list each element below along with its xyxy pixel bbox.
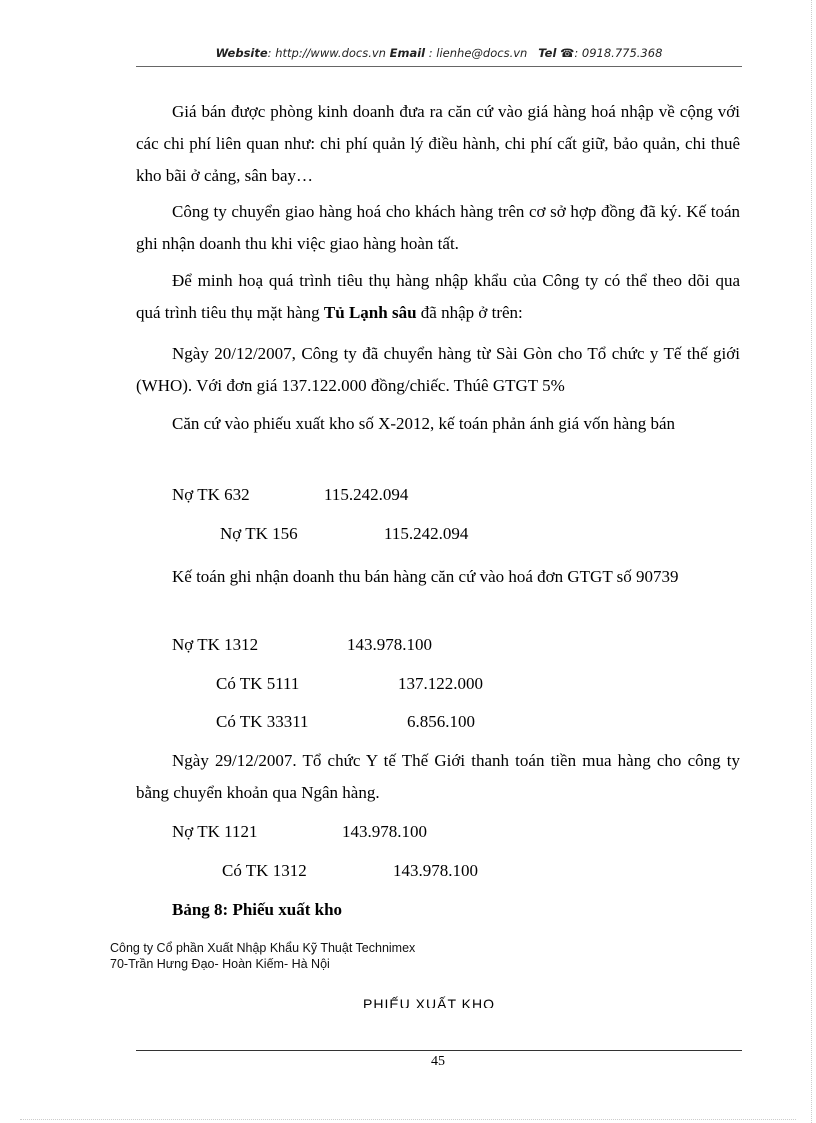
entry-6-label: Nợ TK 1121	[172, 822, 258, 841]
email-value[interactable]: : lienhe@docs.vn	[425, 46, 528, 60]
paragraph-5: Căn cứ vào phiếu xuất kho số X-2012, kế toán phản ánh giá vốn hàng bán	[172, 414, 676, 433]
entry-5-label: Có TK 33311	[216, 712, 309, 731]
table-caption: Bảng 8: Phiếu xuất kho	[172, 900, 343, 919]
company-name: Công ty Cổ phần Xuất Nhập Khẩu Kỹ Thuật Technimex	[110, 941, 416, 955]
telephone-icon: ☎	[560, 46, 575, 60]
tel-value: : 0918.775.368	[574, 46, 663, 60]
product-name: Tủ Lạnh sâu	[323, 303, 417, 322]
page-header	[136, 46, 742, 60]
entry-6-amount: 143.978.100	[342, 822, 427, 841]
page-bottom-border	[20, 1119, 796, 1120]
entry-2-label: Nợ TK 156	[220, 524, 298, 543]
paragraph-3	[136, 265, 740, 329]
paragraph-1: Giá bán được phòng kinh doanh đưa ra căn cứ vào giá hàng hoá nhập về cộng với các chi phí liên quan như: chi phí quản lý điều hành, chi phí cất giữ, bảo quản, chi thuê kho bãi ở cảng, sân bay…	[136, 102, 740, 185]
paragraph-6: Kế toán ghi nhận doanh thu bán hàng căn cứ vào hoá đơn GTGT số 90739	[172, 567, 679, 586]
paragraph-7: Ngày 29/12/2007. Tổ chức Y tế Thế Giới thanh toán tiền mua hàng cho công ty bằng chuyển khoản qua Ngân hàng.	[136, 751, 740, 802]
entry-5-amount: 6.856.100	[407, 712, 475, 731]
slip-title: PHIẾU XUẤT KHO	[363, 996, 495, 1008]
entry-4-label: Có TK 5111	[216, 674, 300, 693]
paragraph-2: Công ty chuyển giao hàng hoá cho khách hàng trên cơ sở hợp đồng đã ký. Kế toán ghi nhận doanh thu khi việc giao hàng hoàn tất.	[136, 202, 740, 253]
email-label: Email	[389, 46, 426, 60]
paragraph-3-tail: đã nhập ở trên:	[416, 303, 523, 322]
tel-label: Tel	[538, 46, 557, 60]
footer-rule	[136, 1050, 742, 1051]
header-rule	[136, 66, 742, 67]
website-value[interactable]: : http://www.docs.vn	[267, 46, 386, 60]
entry-7-amount: 143.978.100	[393, 861, 478, 880]
entry-7-label: Có TK 1312	[222, 861, 307, 880]
paragraph-4: Ngày 20/12/2007, Công ty đã chuyển hàng từ Sài Gòn cho Tổ chức y Tế thế giới (WHO). Với đơn giá 137.122.000 đồng/chiếc. Thúê GTGT 5%	[136, 344, 740, 395]
page-right-border	[811, 0, 812, 1123]
paragraph-3-text: Để minh hoạ quá trình tiêu thụ hàng nhập khẩu của Công ty có thể theo dõi qua quá trình tiêu thụ mặt hàng	[136, 271, 740, 322]
entry-1-amount: 115.242.094	[324, 485, 409, 504]
entry-3-amount: 143.978.100	[347, 635, 432, 654]
entry-3-label: Nợ TK 1312	[172, 635, 259, 654]
page-number: 45	[431, 1054, 445, 1069]
entry-4-amount: 137.122.000	[398, 674, 483, 693]
company-address: 70-Trần Hưng Đạo- Hoàn Kiếm- Hà Nội	[110, 957, 330, 971]
website-label: Website	[215, 46, 268, 60]
entry-1-label: Nợ TK 632	[172, 485, 250, 504]
entry-2-amount: 115.242.094	[384, 524, 469, 543]
